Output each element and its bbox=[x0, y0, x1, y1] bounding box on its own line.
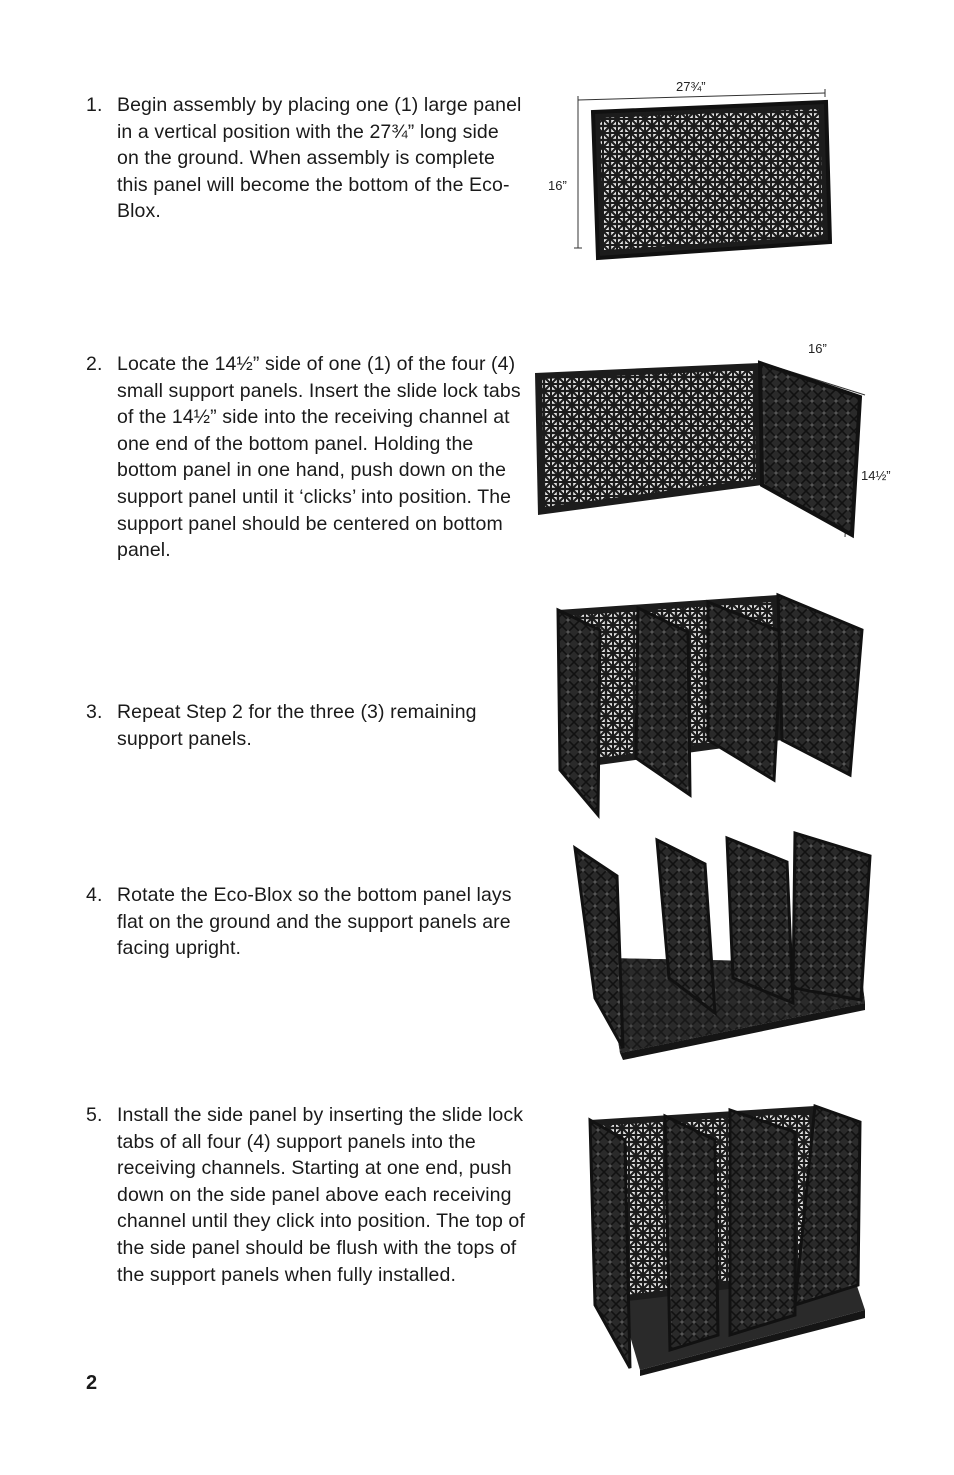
figure-completed-assembly bbox=[580, 1100, 900, 1375]
step-number: 4. bbox=[86, 884, 103, 906]
figure-four-support-panels bbox=[550, 590, 880, 820]
step-3 bbox=[86, 699, 526, 752]
step-text: Install the side panel by inserting the slide lock tabs of all four (4) support panels into the receiving channels. Starting at one end, push down on the side panel above each receiving channel until they click into position. The top of the side panel should be flush with the tops of the support panels when fully installed. bbox=[117, 1104, 525, 1286]
figure-first-support-panel bbox=[530, 335, 910, 545]
step-text: Rotate the Eco-Blox so the bottom panel lays flat on the ground and the support panels are facing upright. bbox=[117, 884, 512, 960]
step-5 bbox=[86, 1102, 526, 1288]
step-text: Repeat Step 2 for the three (3) remaining support panels. bbox=[117, 701, 477, 750]
step-text: Locate the 14½” side of one (1) of the four (4) small support panels. Insert the slide lock tabs of the 14½” side into the receiving channel at one end of the bottom panel. Holding the bottom panel in one hand, push down on the support panel until it ‘clicks’ into position. The support panel should be centered on bottom panel. bbox=[117, 353, 521, 562]
step-2 bbox=[86, 351, 526, 564]
depth-dimension-label: 16” bbox=[808, 341, 827, 356]
width-dimension-label: 27¾” bbox=[676, 79, 706, 94]
step-4 bbox=[86, 882, 526, 962]
height-dimension-label: 14½” bbox=[861, 468, 891, 483]
step-number: 5. bbox=[86, 1104, 103, 1126]
step-text: Begin assembly by placing one (1) large panel in a vertical position with the 27¾” long side on the ground. When assembly is complete this panel will become the bottom of the Eco-Blox. bbox=[117, 94, 522, 223]
step-number: 2. bbox=[86, 353, 103, 375]
height-dimension-label: 16” bbox=[548, 178, 567, 193]
page-number: 2 bbox=[86, 1372, 98, 1394]
figure-rotated-assembly bbox=[565, 828, 875, 1063]
step-number: 1. bbox=[86, 94, 103, 116]
step-number: 3. bbox=[86, 701, 103, 723]
figure-large-panel bbox=[540, 70, 840, 270]
step-1 bbox=[86, 92, 526, 225]
